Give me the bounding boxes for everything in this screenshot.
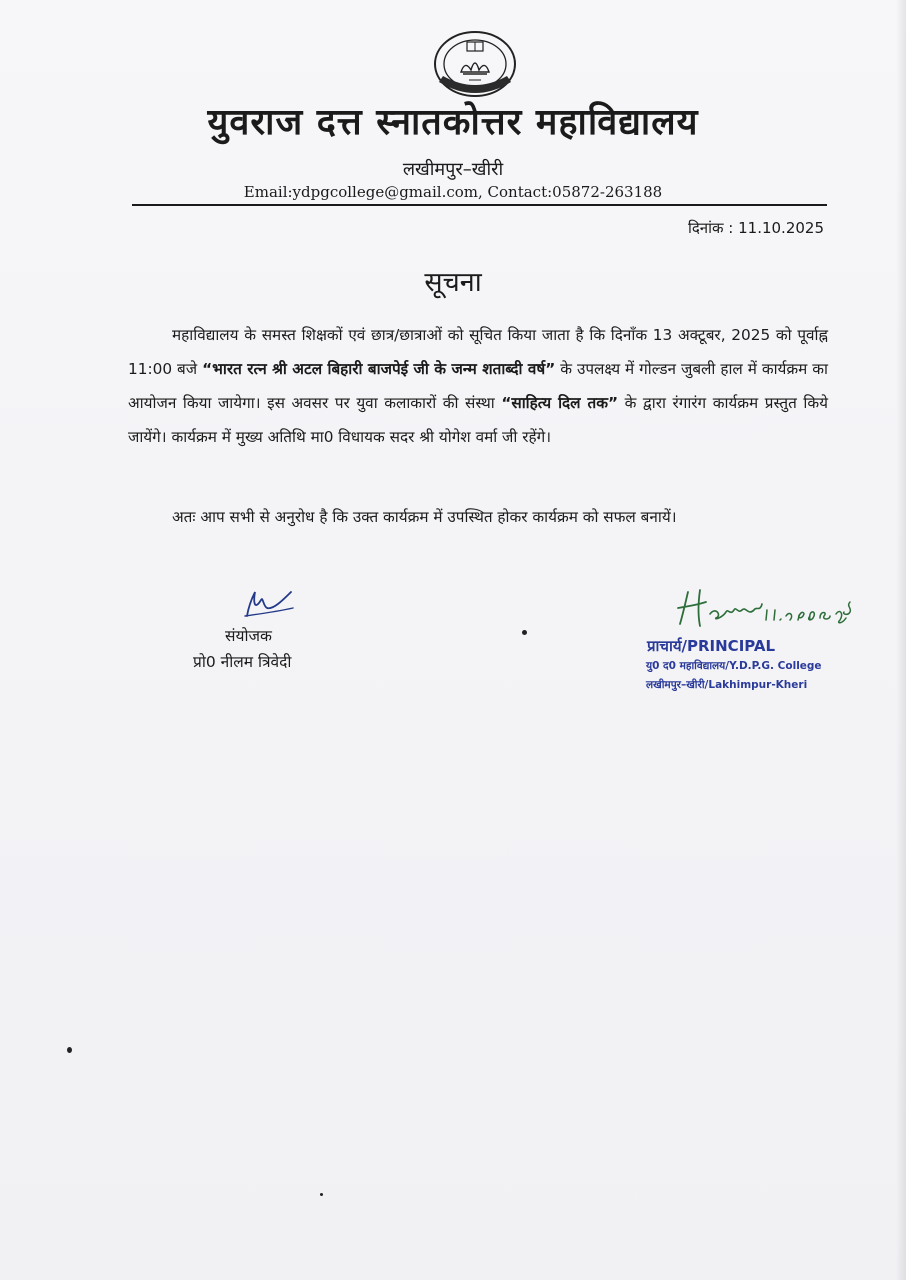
p1-highlight-group: “साहित्य दिल तक” [501,394,619,412]
college-contact: Email:ydpgcollege@gmail.com, Contact:05872-263188 [243,183,663,201]
principal-signature-block [640,580,840,700]
notice-paragraph-1 [128,318,828,454]
notice-title: सूचना [424,267,482,298]
coordinator-signature-icon [239,586,299,622]
principal-handwritten-signature [670,580,860,636]
p1-text-c: के उपलक्ष्य में गोल्डन जुबली हाल में कार्यक्रम का आयोजन किया जायेगा। इस अवसर पर युवा कलाकारों की संस्था [128,360,828,412]
notice-paragraph-2: अतः आप सभी से अनुरोध है कि उक्त कार्यक्रम में उपस्थित होकर कार्यक्रम को सफल बनायें। [172,508,677,526]
paper-speck [522,630,527,635]
college-name: युवराज दत्त स्नातकोत्तर महाविद्यालय [207,102,699,143]
college-city: लखीमपुर–खीरी [402,159,504,180]
college-emblem-icon [433,30,517,98]
principal-stamp-college: यु0 द0 महाविद्यालय/Y.D.P.G. College [646,660,822,672]
principal-stamp-title: प्राचार्य/PRINCIPAL [647,637,776,655]
notice-date: दिनांक : 11.10.2025 [687,219,824,237]
p1-text-e: के द्वारा रंगारंग कार्यक्रम प्रस्तुत किये जायेंगे। कार्यक्रम में मुख्य अतिथि मा0 विधायक सदर श्री योगेश वर्मा जी रहेंगे। [128,394,828,446]
p1-highlight-event: “भारत रत्न श्री अटल बिहारी बाजपेई जी के जन्म शताब्दी वर्ष” [202,360,556,378]
p1-text-a: महाविद्यालय के समस्त शिक्षकों एवं छात्र/छात्राओं को सूचित किया जाता है कि दिनाँक 13 अक्टूबर, 2025 को पूर्वाह्न 11:00 बजे [128,326,828,378]
coordinator-role: संयोजक [225,627,272,645]
coordinator-name: प्रो0 नीलम त्रिवेदी [193,653,292,671]
principal-stamp-city: लखीमपुर–खीरी/Lakhimpur-Kheri [646,679,808,691]
paper-speck [67,1047,72,1053]
paper-speck [320,1193,323,1196]
header-divider [132,204,827,206]
